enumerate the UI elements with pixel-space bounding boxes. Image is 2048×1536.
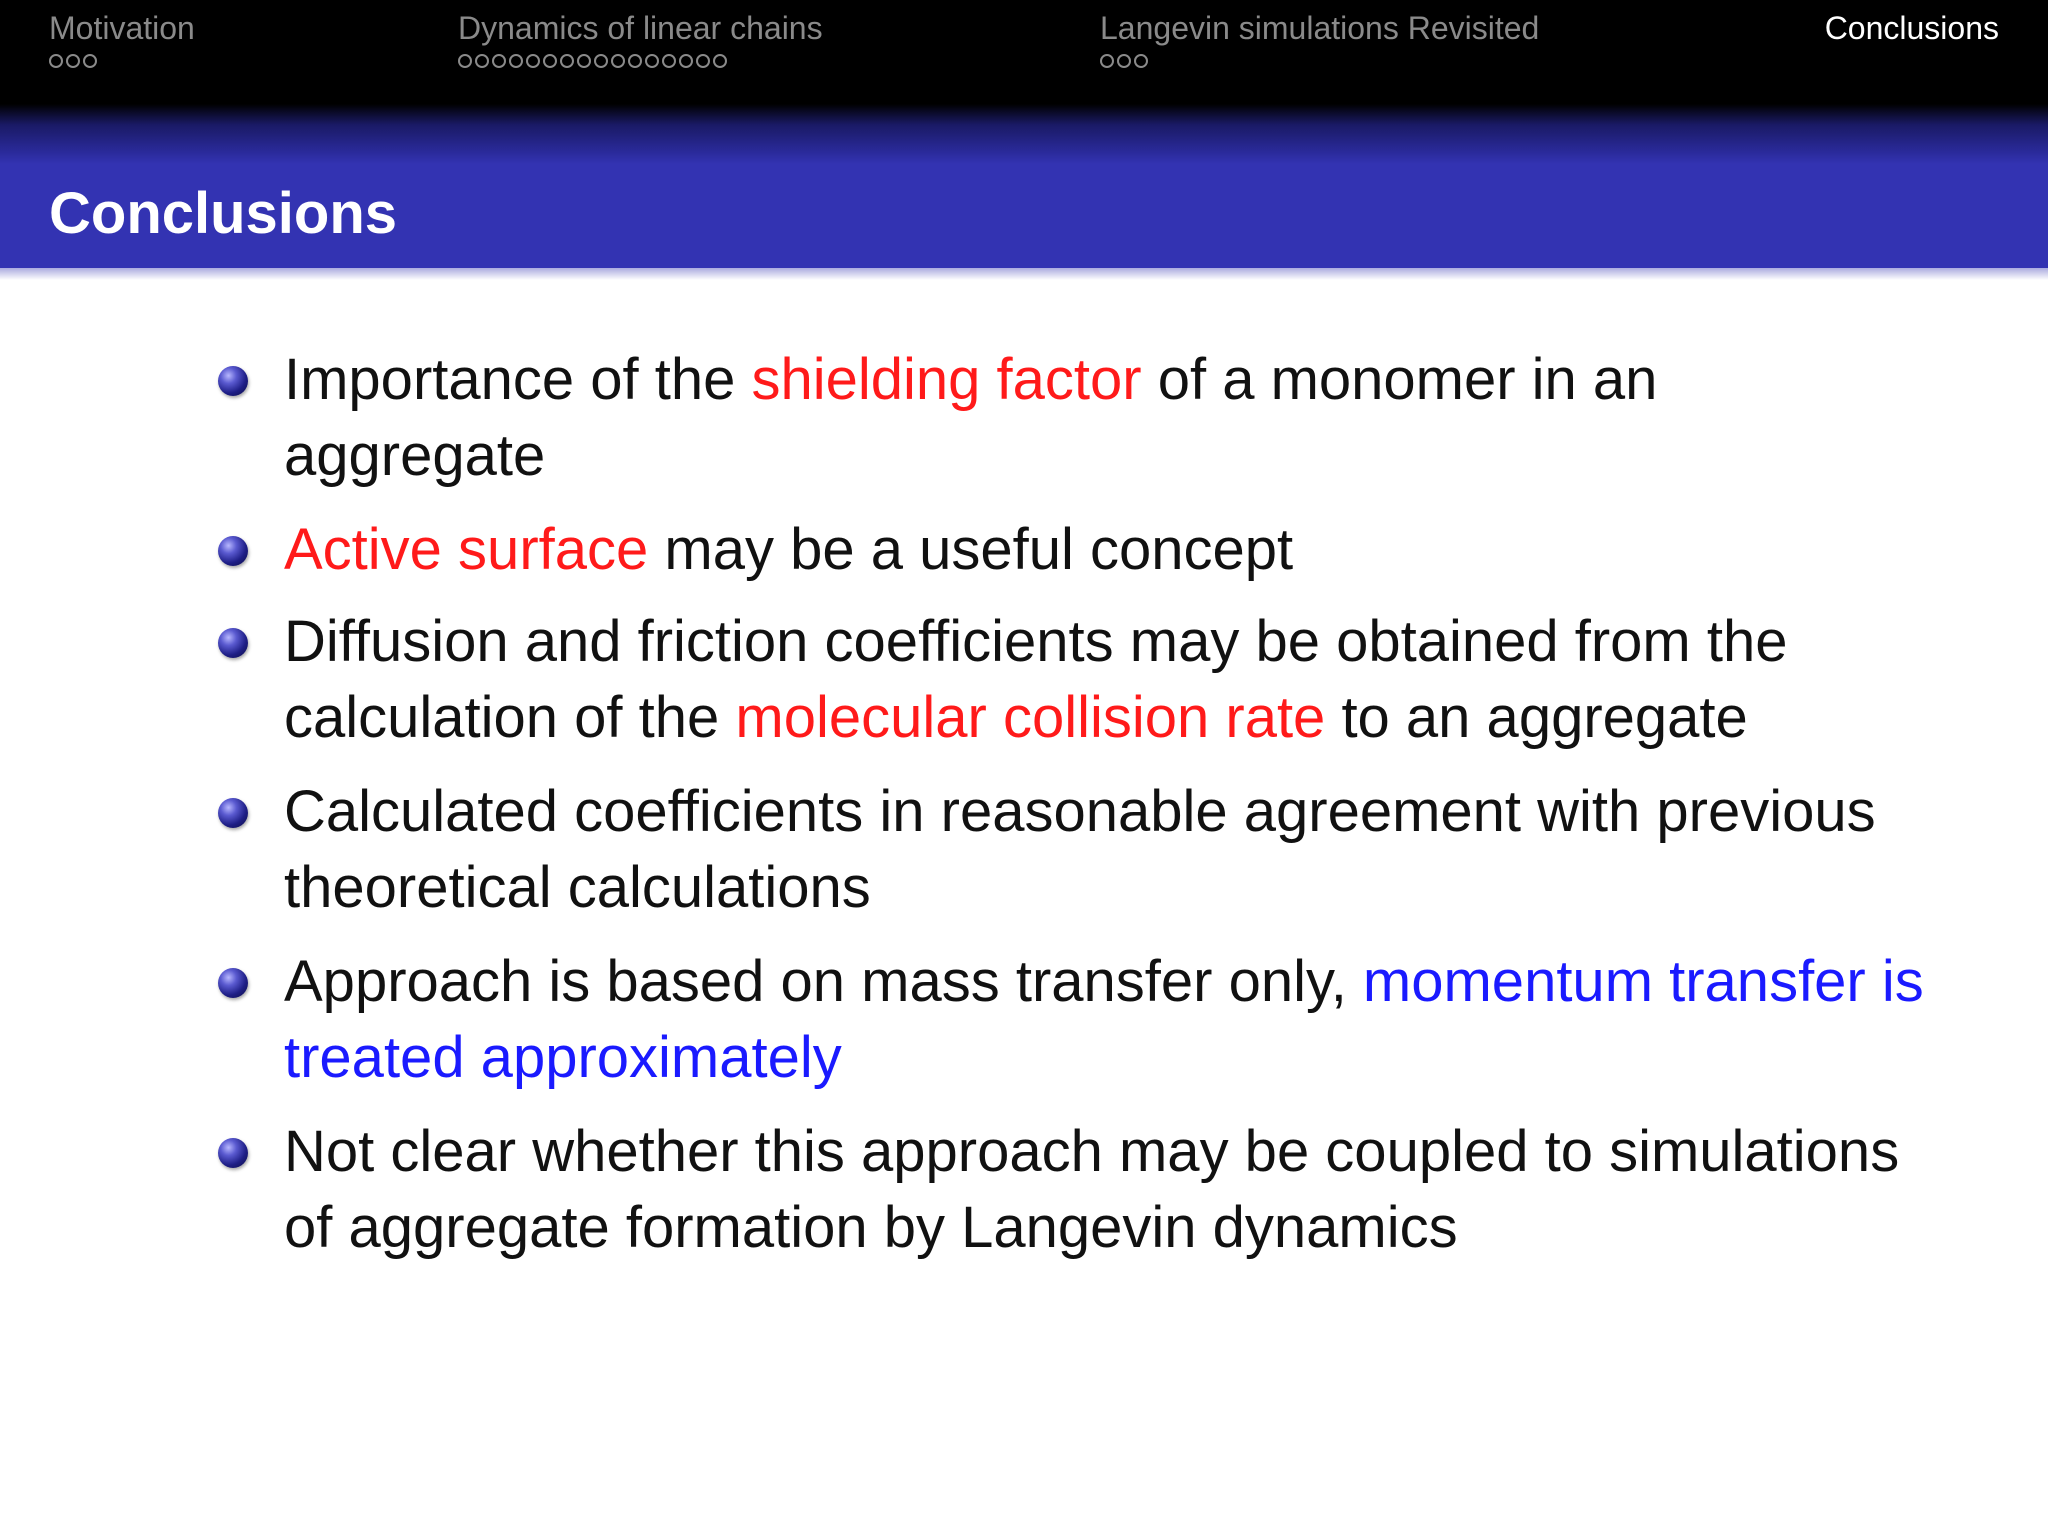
bullet-ball-icon — [218, 628, 248, 658]
text-fragment: to an aggregate — [1325, 685, 1748, 750]
text-fragment: Importance of the — [284, 347, 752, 412]
highlighted-term: molecular collision rate — [735, 685, 1326, 750]
bullet-text — [284, 774, 1924, 926]
highlighted-term: Active surface — [284, 517, 649, 582]
bullet-ball-icon — [218, 968, 248, 998]
nav-section-title[interactable]: Dynamics of linear chains — [458, 10, 823, 46]
bullet-text — [284, 1114, 1924, 1266]
text-fragment: Diffusion and friction coefficients may be obtained from the calculation of the — [284, 609, 1788, 750]
highlighted-term: shielding factor — [751, 347, 1142, 412]
bullet-ball-icon — [218, 1138, 248, 1168]
text-fragment: Calculated coefficients in reasonable agreement with previous theoretical calculations — [284, 779, 1876, 920]
text-fragment: may be a useful concept — [648, 517, 1294, 582]
text-fragment: Not clear whether this approach may be coupled to simulations of aggregate formation by Langevin dynamics — [284, 1119, 1900, 1260]
bullet-ball-icon — [218, 366, 248, 396]
text-fragment: Approach is based on mass transfer only, — [284, 949, 1363, 1014]
nav-section-title[interactable]: Conclusions — [1824, 10, 1999, 46]
bullet-text — [284, 944, 1924, 1096]
bullet-text — [284, 512, 1924, 588]
bullet-ball-icon — [218, 798, 248, 828]
highlighted-term: momentum transfer is treated approximately — [284, 949, 1924, 1090]
bullet-ball-icon — [218, 536, 248, 566]
nav-section-title[interactable]: Langevin simulations Revisited — [1100, 10, 1540, 46]
bullet-text — [284, 604, 1924, 756]
bullet-text — [284, 342, 1924, 494]
slide-title: Conclusions — [49, 181, 398, 246]
text-fragment: of a monomer in an aggregate — [284, 347, 1658, 488]
nav-section-title[interactable]: Motivation — [49, 10, 195, 46]
